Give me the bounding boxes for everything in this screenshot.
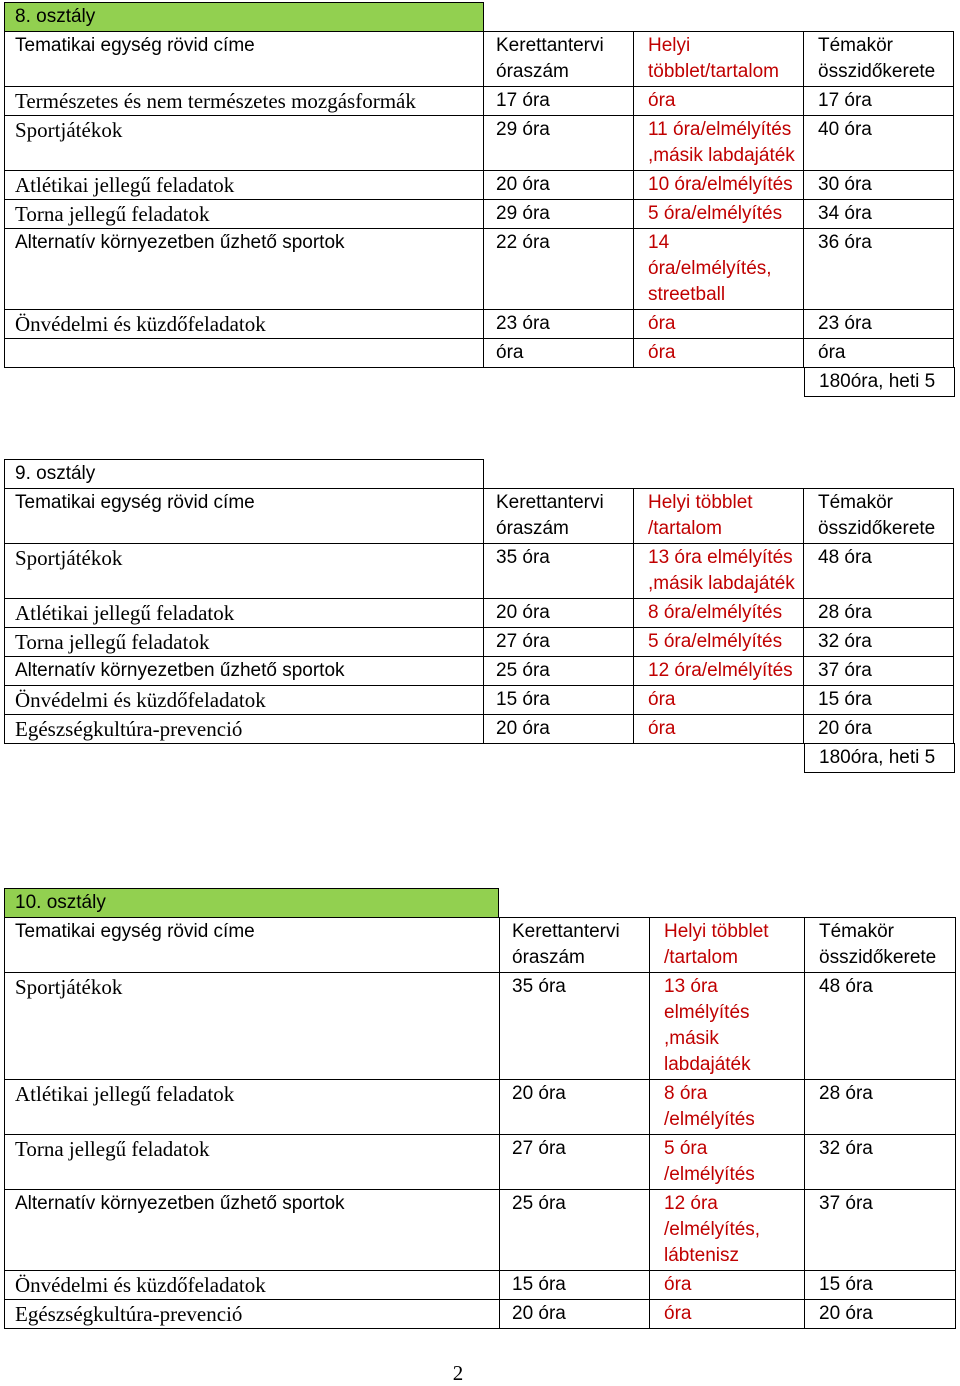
row-total: 40 óra — [803, 115, 954, 171]
row-total: óra — [803, 338, 954, 368]
row-total: 23 óra — [803, 309, 954, 339]
header-topic: Tematikai egység rövid címe — [4, 31, 484, 87]
section-title: 9. osztály — [4, 459, 484, 489]
row-total: 32 óra — [804, 1134, 956, 1190]
row-total: 36 óra — [803, 228, 954, 310]
summary-cell: 180óra, heti 5 — [804, 743, 955, 773]
section-title: 10. osztály — [4, 888, 499, 918]
row-total: 32 óra — [803, 627, 954, 657]
row-total: 48 óra — [803, 543, 954, 599]
row-total: 37 óra — [804, 1189, 956, 1271]
row-total: 20 óra — [804, 1299, 956, 1329]
row-base-hours: 20 óra — [483, 170, 634, 200]
table-rows — [4, 972, 955, 1328]
row-base-hours: 29 óra — [483, 115, 634, 171]
row-extra: 10 óra/elmélyítés — [633, 170, 804, 200]
row-extra: 5 óra /elmélyítés — [649, 1134, 805, 1190]
row-extra: 8 óra/elmélyítés — [633, 598, 804, 628]
row-extra: 13 óra elmélyítés ,másik labdajáték — [633, 543, 804, 599]
row-topic: Egészségkultúra-prevenció — [4, 1299, 500, 1329]
row-total: 20 óra — [803, 714, 954, 744]
row-extra: 8 óra /elmélyítés — [649, 1079, 805, 1135]
row-extra: óra — [633, 714, 804, 744]
header-extra: Helyi többlet/tartalom — [633, 31, 804, 87]
row-base-hours: 20 óra — [483, 598, 634, 628]
row-total: 48 óra — [804, 972, 956, 1080]
row-extra: óra — [633, 86, 804, 116]
row-topic: Önvédelmi és küzdőfeladatok — [4, 309, 484, 339]
row-extra: 12 óra/elmélyítés — [633, 656, 804, 686]
grade-8-table — [4, 2, 954, 396]
row-extra: 11 óra/elmélyítés ,másik labdajáték — [633, 115, 804, 171]
grade-9-table — [4, 459, 954, 772]
header-extra: Helyi többlet /tartalom — [649, 917, 805, 973]
row-base-hours: 20 óra — [499, 1079, 650, 1135]
row-topic — [4, 338, 484, 368]
row-base-hours: 27 óra — [483, 627, 634, 657]
row-base-hours: 17 óra — [483, 86, 634, 116]
row-extra: 5 óra/elmélyítés — [633, 627, 804, 657]
row-total: 15 óra — [804, 1270, 956, 1300]
row-base-hours: 35 óra — [483, 543, 634, 599]
table-rows — [4, 543, 954, 743]
row-extra: óra — [633, 338, 804, 368]
grade-10-table — [4, 888, 955, 1328]
row-extra: 5 óra/elmélyítés — [633, 199, 804, 229]
row-topic: Egészségkultúra-prevenció — [4, 714, 484, 744]
header-base-hours: Kerettantervi óraszám — [499, 917, 650, 973]
row-topic: Torna jellegű feladatok — [4, 1134, 500, 1190]
row-topic: Sportjátékok — [4, 543, 484, 599]
row-base-hours: 20 óra — [483, 714, 634, 744]
row-extra: óra — [633, 309, 804, 339]
row-topic: Atlétikai jellegű feladatok — [4, 1079, 500, 1135]
section-title: 8. osztály — [4, 2, 484, 32]
row-total: 15 óra — [803, 685, 954, 715]
row-base-hours: 15 óra — [499, 1270, 650, 1300]
row-topic: Alternatív környezetben űzhető sportok — [4, 656, 484, 686]
header-base-hours: Kerettantervi óraszám — [483, 31, 634, 87]
header-extra: Helyi többlet /tartalom — [633, 488, 804, 544]
row-topic: Atlétikai jellegű feladatok — [4, 598, 484, 628]
row-total: 30 óra — [803, 170, 954, 200]
row-base-hours: 35 óra — [499, 972, 650, 1080]
header-total: Témakör összidőkerete — [804, 917, 956, 973]
row-topic: Alternatív környezetben űzhető sportok — [4, 228, 484, 310]
row-topic: Sportjátékok — [4, 115, 484, 171]
row-base-hours: 20 óra — [499, 1299, 650, 1329]
header-topic: Tematikai egység rövid címe — [4, 917, 500, 973]
header-total: Témakör összidőkerete — [803, 488, 954, 544]
table-grid — [4, 488, 954, 543]
summary-cell: 180óra, heti 5 — [804, 367, 955, 397]
row-total: 34 óra — [803, 199, 954, 229]
table-grid — [4, 31, 954, 86]
row-base-hours: 25 óra — [499, 1189, 650, 1271]
row-topic: Torna jellegű feladatok — [4, 199, 484, 229]
row-extra: óra — [649, 1270, 805, 1300]
row-extra: 14 óra/elmélyítés, streetball — [633, 228, 804, 310]
header-base-hours: Kerettantervi óraszám — [483, 488, 634, 544]
row-extra: 12 óra /elmélyítés, lábtenisz — [649, 1189, 805, 1271]
row-base-hours: 22 óra — [483, 228, 634, 310]
row-total: 17 óra — [803, 86, 954, 116]
header-total: Témakör összidőkerete — [803, 31, 954, 87]
header-topic: Tematikai egység rövid címe — [4, 488, 484, 544]
row-total: 37 óra — [803, 656, 954, 686]
row-topic: Atlétikai jellegű feladatok — [4, 170, 484, 200]
row-base-hours: 15 óra — [483, 685, 634, 715]
row-topic: Sportjátékok — [4, 972, 500, 1080]
row-base-hours: 29 óra — [483, 199, 634, 229]
row-topic: Torna jellegű feladatok — [4, 627, 484, 657]
row-extra: 13 óra elmélyítés ,másik labdajáték — [649, 972, 805, 1080]
row-base-hours: 27 óra — [499, 1134, 650, 1190]
row-topic: Alternatív környezetben űzhető sportok — [4, 1189, 500, 1271]
row-base-hours: 23 óra — [483, 309, 634, 339]
row-extra: óra — [649, 1299, 805, 1329]
table-rows — [4, 86, 954, 367]
row-topic: Önvédelmi és küzdőfeladatok — [4, 685, 484, 715]
row-topic: Önvédelmi és küzdőfeladatok — [4, 1270, 500, 1300]
row-extra: óra — [633, 685, 804, 715]
table-grid — [4, 917, 955, 972]
row-base-hours: 25 óra — [483, 656, 634, 686]
row-total: 28 óra — [804, 1079, 956, 1135]
page-number: 2 — [452, 1361, 464, 1385]
row-total: 28 óra — [803, 598, 954, 628]
row-topic: Természetes és nem természetes mozgásformák — [4, 86, 484, 116]
row-base-hours: óra — [483, 338, 634, 368]
